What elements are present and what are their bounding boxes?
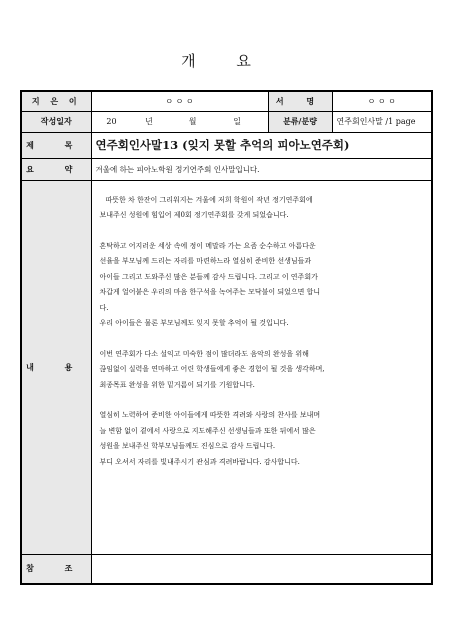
content-line: 이번 연주회가 다소 설익고 미숙한 점이 많더라도 음악의 완성을 위해 — [99, 349, 309, 358]
date-year: 20 — [106, 117, 117, 126]
content-line: 선율을 부모님께 드리는 자리를 마련하느라 열심히 준비한 선생님들과 — [99, 257, 312, 265]
date-year-unit: 년 — [145, 117, 153, 126]
summary-label: 요 약 — [21, 158, 91, 180]
paragraph-gap — [100, 393, 422, 408]
date-label: 작성일자 — [21, 111, 91, 132]
author-label: 지 은 이 — [21, 91, 91, 111]
title-row — [21, 132, 432, 158]
reference-row — [21, 554, 432, 584]
author-row — [21, 91, 432, 111]
content-line: 최종목표 완성을 위한 밑거름이 되기를 기원합니다. — [99, 380, 255, 389]
content-line: 다. — [99, 303, 109, 312]
content-line: 열심히 노력하여 준비한 아이들에게 따뜻한 격려와 사랑의 찬사를 보내며 — [99, 411, 321, 419]
content-line: 따뜻한 차 한잔이 그리워지는 겨울에 저희 학원이 작년 정기연주회에 — [105, 195, 313, 204]
content-line: 우리 아이들은 물론 부모님께도 잊지 못할 추억이 될 것입니다. — [99, 319, 289, 327]
category-label: 분류/분량 — [268, 111, 332, 132]
category-value: 연주회인사말 /1 page — [332, 111, 432, 132]
content-line: 늘 변함 없이 곁에서 사랑으로 지도해주신 선생님들과 또한 뒤에서 많은 — [99, 426, 316, 435]
paragraph-gap — [100, 224, 422, 239]
date-value — [91, 111, 268, 132]
content-line: 부디 오셔서 자리를 빛내주시기 관심과 격려바랍니다. 감사합니다. — [99, 457, 300, 466]
content-line: 성원을 보내주신 학부모님들께도 진심으로 감사 드립니다. — [99, 442, 276, 450]
paragraph-gap — [100, 332, 422, 347]
reference-value — [91, 554, 432, 584]
page-title: 개 요 — [181, 52, 269, 70]
content-line: 아이들 그리고 도와주신 많은 분들께 감사 드립니다. 그리고 이 연주회가 — [99, 272, 318, 281]
content-line: 혼탁하고 어지러운 세상 속에 정이 메말라 가는 요즘 순수하고 아름다운 — [99, 241, 316, 250]
date-day-unit: 일 — [233, 117, 241, 126]
signature-value: ㅇ ㅇ ㅇ — [332, 91, 432, 111]
content-body — [91, 180, 432, 554]
author-value: ㅇ ㅇ ㅇ — [91, 91, 268, 111]
content-line: 끊임없이 실력을 연마하고 어린 학생들에게 좋은 경험이 될 것을 생각하며, — [99, 365, 325, 373]
signature-label: 서 명 — [268, 91, 332, 111]
reference-label: 참 조 — [21, 554, 91, 584]
content-line: 보내주신 성원에 힘입어 제0회 정기연주회를 갖게 되었습니다. — [99, 211, 289, 219]
content-paragraphs — [100, 193, 422, 471]
content-row — [21, 180, 432, 554]
date-row — [21, 111, 432, 132]
summary-form-table — [20, 90, 433, 585]
summary-row — [21, 158, 432, 180]
content-line: 차갑게 얼어붙은 우리의 마음 한구석을 녹여주는 모닥불이 되었으면 합니 — [99, 288, 321, 296]
document-title: 연주회인사말13 (잊지 못할 추억의 피아노연주회) — [91, 132, 432, 158]
title-label: 제 목 — [21, 132, 91, 158]
content-label: 내 용 — [21, 180, 91, 554]
date-month-unit: 월 — [188, 117, 197, 126]
summary-text: 겨울에 하는 피아노학원 정기연주회 인사말입니다. — [91, 158, 432, 180]
